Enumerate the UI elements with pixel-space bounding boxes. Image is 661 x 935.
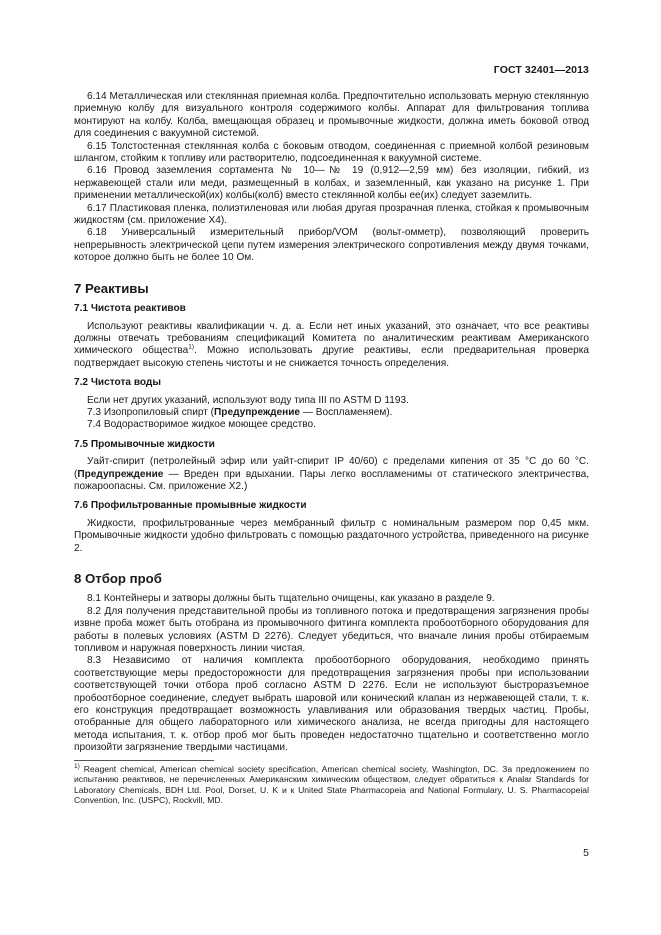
page-content <box>74 91 589 806</box>
paragraph-7-3 <box>74 407 589 419</box>
paragraph-7-2: Если нет других указаний, используют воду типа III по ASTM D 1193. <box>87 394 409 406</box>
footnote-mark: 1) <box>74 762 80 770</box>
section-7-heading: 7 Реактивы <box>74 280 149 296</box>
paragraph-6-18: 6.18 Универсальный измерительный прибор/VOM (вольт-омметр), позволяющий проверить непрерывность электрической цепи путем измерения электрического сопротивления между двумя точками, которое должно быть не более 10 Ом. <box>74 227 589 264</box>
paragraph-8-2: 8.2 Для получения представительной пробы из топливного потока и предотвращения загрязнения пробы извне проба может быть отобрана из промывочного фитинга комплекта пробоотборного оборудования для работы в полевых условиях (ASTM D 2276). Следует убедиться, что вначале линия пробы отбираемым топливом и наружная поверхность линии чистая. <box>74 605 589 655</box>
paragraph-7-1 <box>74 321 589 371</box>
subsection-7-1-heading: 7.1 Чистота реактивов <box>74 303 186 315</box>
standard-id-header: ГОСТ 32401—2013 <box>493 64 589 76</box>
footnote-reference: 1) <box>188 343 195 351</box>
paragraph-7-5-text-b: — Вреден при вдыхании. Пары легко воспламенимы от статического электричества, пожароопасны. См. приложение Х2.) <box>74 468 589 492</box>
footnote-divider <box>74 760 214 761</box>
paragraph-7-6: Жидкости, профильтрованные через мембранный фильтр с номинальным размером пор 0,45 мкм. Промывочные жидкости удобно фильтровать с помощью раздаточного устройства, приведенного на рисунке 2. <box>74 517 589 554</box>
footnote <box>74 764 589 806</box>
paragraph-7-1-text-b: . Можно использовать другие реактивы, если предварительная проверка подтверждает высокую степень чистоты и не снижается точность определения. <box>74 345 590 369</box>
paragraph-6-16: 6.16 Провод заземления сортамента № 10—№ 19 (0,912—2,59 мм) без изоляции, гибкий, из нержавеющей стали или меди, размещенный в колбах, и заземленный, как указано на рисунке 1. При применении металлической(их) колбы(колб) вместо стеклянной колбы ее(их) следует заземлить. <box>74 165 589 202</box>
paragraph-8-3: 8.3 Независимо от наличия комплекта пробоотборного оборудования, необходимо принять соответствующие меры предосторожности для предотвращения загрязнения пробы при использовании соответствующей точки отбора проб согласно ASTM D 2276. Если не используют быстроразъемное пробоотборное соединение, следует выбрать шаровой или конический клапан из нержавеющей стали, т. к. его конструкция предотвращает возможность улавливания или образования твердых частиц. Пробы, отобранные для общего лабораторного или химического анализа, не всегда пригодны для настоящего метода испытания, т. к. отбор проб мог быть проведен недостаточно тщательно и соответственно могло произойти загрязнение твердыми частицами. <box>74 655 589 754</box>
subsection-7-5-heading: 7.5 Промывочные жидкости <box>74 438 215 450</box>
paragraph-6-14: 6.14 Металлическая или стеклянная приемная колба. Предпочтительно использовать мерную стеклянную приемную колбу для визуального контроля содержимого колбы. Аппарат для фильтрования топлива монтируют на колбу. Колба, вмещающая образец и промывочные жидкости, должна иметь боковой отвод для соединения с вакуумной системой. <box>74 91 589 140</box>
paragraph-7-3-text-b: — Воспламеняем). <box>300 406 393 418</box>
paragraph-7-3-text-a: 7.3 Изопропиловый спирт ( <box>87 406 215 418</box>
paragraph-7-4: 7.4 Водорастворимое жидкое моющее средство. <box>87 419 316 431</box>
paragraph-7-5-text-a: Уайт-спирит (петролейный эфир или уайт-спирит IP 40/60) с пределами кипения от 35 °С до 60 °С. ( <box>74 456 589 480</box>
subsection-7-6-heading: 7.6 Профильтрованные промывные жидкости <box>74 500 307 512</box>
paragraph-6-17: 6.17 Пластиковая пленка, полиэтиленовая или любая другая прозрачная пленка, стойкая к промывочным жидкостям (см. приложение Х4). <box>74 202 589 227</box>
warning-label: Предупреждение <box>77 468 164 480</box>
section-8-heading: 8 Отбор проб <box>74 571 162 586</box>
subsection-7-2-heading: 7.2 Чистота воды <box>74 377 161 389</box>
page-number: 5 <box>583 847 589 859</box>
paragraph-7-1-text-a: Используют реактивы квалификации ч. д. а. Если нет иных указаний, это означает, что все реактивы должны отвечать требованиям спецификаций Комитета по аналитическим реактивам Американского химического общества <box>74 320 589 357</box>
footnote-text: Reagent chemical, American chemical society specification, American chemical society, Washington, DC. За предложением по испытанию реактивов, не перечисленных Американским химическим обществом, следует обратиться к Analar Standards for Laboratory Chemicals, BDH Ltd. Pool, Dorset, U. K и к United State Pharmacopeia and National Formulary, U. S. Pharmacopeial Convention, Inc. (USPC), Rockvill, MD. <box>74 763 589 806</box>
paragraph-7-5 <box>74 456 589 493</box>
paragraph-6-15: 6.15 Толстостенная стеклянная колба с боковым отводом, соединенная с приемной колбой резиновым шлангом, стойким к топливу или растворителю, подсоединенная к вакуумной системе. <box>74 140 589 165</box>
warning-label: Предупреждение <box>214 406 301 418</box>
paragraph-8-1: 8.1 Контейнеры и затворы должны быть тщательно очищены, как указано в разделе 9. <box>87 593 495 605</box>
